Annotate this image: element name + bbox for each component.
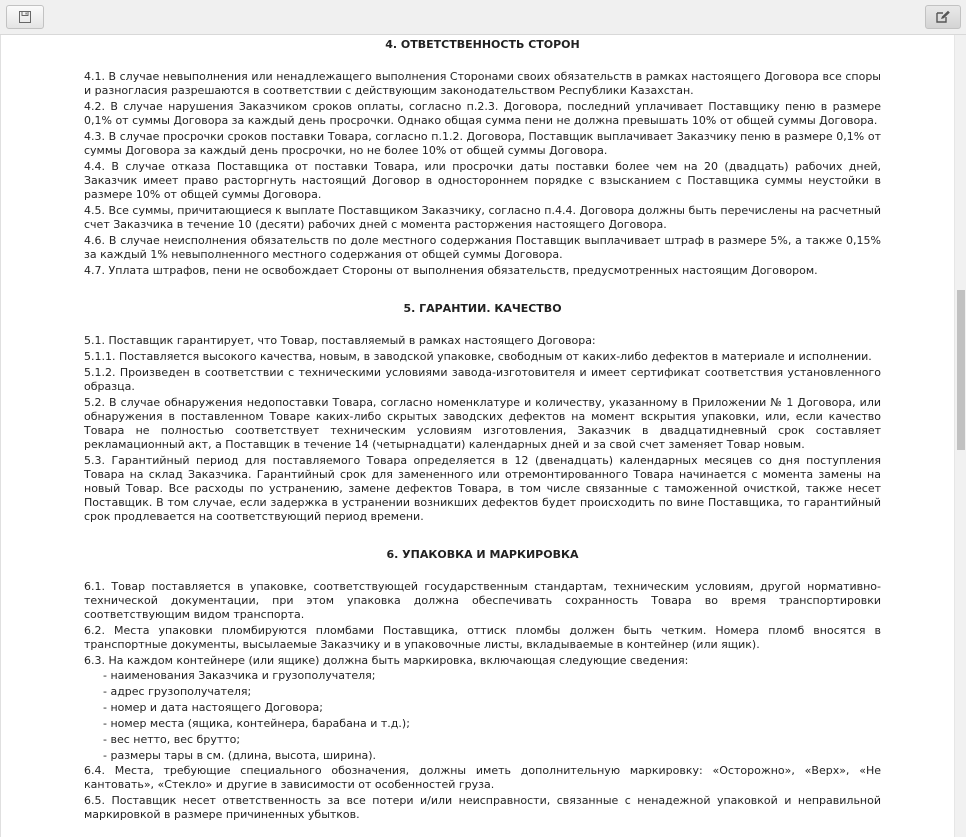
edit-button[interactable] <box>925 5 961 29</box>
paragraph-4-2: 4.2. В случае нарушения Заказчиком сроков оплаты, согласно п.2.3. Договора, последний уплачивает Поставщику пеню в размере 0,1% от суммы Договора за каждый день просрочки. Однако общая сумма пени не должна превышать 10% от общей суммы Договора. <box>84 100 881 127</box>
paragraph-6-4: 6.4. Места, требующие специального обозначения, должны иметь дополнительную маркировку: «Осторожно», «Верх», «Не кантовать», «Стекло» и другие в зависимости от особенностей груза. <box>84 764 881 791</box>
document-viewport[interactable] <box>0 35 954 837</box>
list-item: - размеры тары в см. (длина, высота, ширина). <box>103 749 377 762</box>
vertical-scrollbar[interactable] <box>954 35 966 837</box>
paragraph-6-1: 6.1. Товар поставляется в упаковке, соответствующей государственным стандартам, техническим условиям, другой нормативно-технической документации, при этом упаковка должна обеспечивать сохранность Товара во время транспортировки соответствующим видом транспорта. <box>84 580 881 621</box>
paragraph-4-6: 4.6. В случае неисполнения обязательств по доле местного содержания Поставщик выплачивает штраф в размере 5%, а также 0,15% за каждый 1% невыполненного местного содержания от общей суммы Договора. <box>84 234 881 261</box>
paragraph-4-5: 4.5. Все суммы, причитающиеся к выплате Поставщиком Заказчику, согласно п.4.4. Договора должны быть перечислены на расчетный счет Заказчика в течение 10 (десяти) рабочих дней с момента расторжения настоящего Договора. <box>84 204 881 231</box>
scrollbar-thumb[interactable] <box>957 290 965 450</box>
paragraph-4-4: 4.4. В случае отказа Поставщика от поставки Товара, или просрочки даты поставки более чем на 20 (двадцать) рабочих дней, Заказчик имеет право расторгнуть настоящий Договор в одностороннем порядке с взысканием с Поставщика суммы неустойки в размере 10% от общей суммы Договора. <box>84 160 881 201</box>
section-title-6: 6. УПАКОВКА И МАРКИРОВКА <box>386 548 579 561</box>
paragraph-6-3: 6.3. На каждом контейнере (или ящике) должна быть маркировка, включающая следующие сведения: <box>84 654 689 667</box>
paragraph-6-2: 6.2. Места упаковки пломбируются пломбами Поставщика, оттиск пломбы должен быть четким. Номера пломб вносятся в транспортные документы, высылаемые Заказчику и в упаковочные листы, вкладываемые в контейнер (или ящик). <box>84 624 881 651</box>
list-item: - адрес грузополучателя; <box>103 685 252 698</box>
save-button[interactable] <box>6 5 44 29</box>
paragraph-5-1-1: 5.1.1. Поставляется высокого качества, новым, в заводской упаковке, свободным от каких-либо дефектов в материале и исполнении. <box>84 350 872 363</box>
paragraph-6-5: 6.5. Поставщик несет ответственность за все потери и/или неисправности, связанные с ненадежной упаковкой и неправильной маркировкой в размере причиненных убытков. <box>84 794 881 821</box>
paragraph-5-3: 5.3. Гарантийный период для поставляемого Товара определяется в 12 (двенадцать) календарных месяцев со дня поступления Товара на склад Заказчика. Гарантийный срок для замененного или отремонтированного Товара начинается с момента замены на новый Товар. Все расходы по устранению, замене дефектов Товара, в том числе связанные с таможенной очисткой, также несет Поставщик. В том случае, если задержка в устранении возникших дефектов будет происходить по вине Поставщика, то гарантийный срок продлевается на соответствующий период времени. <box>84 454 881 523</box>
paragraph-5-1-2: 5.1.2. Произведен в соответствии с техническими условиями завода-изготовителя и имеет сертификат соответствия установленного образца. <box>84 366 881 393</box>
paragraph-4-7: 4.7. Уплата штрафов, пени не освобождает Стороны от выполнения обязательств, предусмотренных настоящим Договором. <box>84 264 818 277</box>
paragraph-5-2: 5.2. В случае обнаружения недопоставки Товара, согласно номенклатуре и количеству, указанному в Приложении № 1 Договора, или обнаружения в поставленном Товаре каких-либо скрытых заводских дефектов на момент вскрытия упаковки, или, если качество Товара не полностью соответствует техническим условиям изготовления, Заказчик в двадцатидневный срок составляет рекламационный акт, а Поставщик в течение 14 (четырнадцати) календарных дней и за свой счет заменяет Товар новым. <box>84 396 881 451</box>
list-item: - вес нетто, вес брутто; <box>103 733 241 746</box>
list-item: - номер места (ящика, контейнера, барабана и т.д.); <box>103 717 410 730</box>
edit-icon <box>935 10 951 24</box>
list-item: - наименования Заказчика и грузополучателя; <box>103 669 376 682</box>
paragraph-5-1: 5.1. Поставщик гарантирует, что Товар, поставляемый в рамках настоящего Договора: <box>84 334 596 347</box>
document-body <box>84 38 881 822</box>
paragraph-4-3: 4.3. В случае просрочки сроков поставки Товара, согласно п.1.2. Договора, Поставщик выплачивает Заказчику пеню в размере 0,1% от суммы Договора за каждый день просрочки, но не более 10% от общей суммы Договора. <box>84 130 881 157</box>
save-icon <box>18 10 32 24</box>
toolbar <box>0 0 966 35</box>
section-title-5: 5. ГАРАНТИИ. КАЧЕСТВО <box>403 302 562 315</box>
paragraph-4-1: 4.1. В случае невыполнения или ненадлежащего выполнения Сторонами своих обязательств в рамках настоящего Договора все споры и разногласия разрешаются в соответствии с действующим законодательством Республики Казахстан. <box>84 70 881 97</box>
list-item: - номер и дата настоящего Договора; <box>103 701 323 714</box>
section-title-4: 4. ОТВЕТСТВЕННОСТЬ СТОРОН <box>385 38 580 51</box>
